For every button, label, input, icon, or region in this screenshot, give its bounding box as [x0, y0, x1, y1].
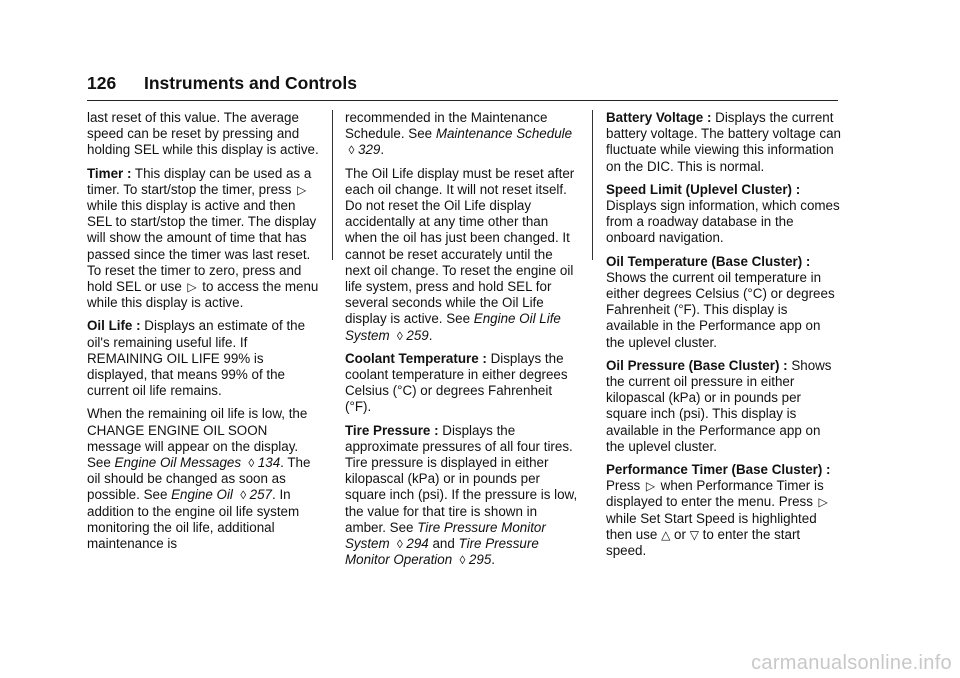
- xref-engine-oil[interactable]: Engine Oil: [171, 487, 233, 503]
- page-reference-icon: ◊: [248, 456, 255, 471]
- term-tire-pressure: Tire Pressure :: [345, 422, 439, 438]
- term-coolant-temperature: Coolant Temperature :: [345, 350, 487, 366]
- performance-timer-paragraph: Performance Timer (Base Cluster) : Press ▷ when Performance Timer is displayed to enter the menu. Press ▷ while Set Start Speed is highlighted then use △ or ▽ to enter the start speed.: [606, 462, 831, 559]
- xref-tire-pressure-monitor-system[interactable]: Tire Pressure Monitor System: [345, 519, 546, 552]
- xref-maintenance-schedule[interactable]: Maintenance Schedule: [435, 126, 573, 142]
- tire-pressure-paragraph: Tire Pressure : Displays the approximate pressures of all four tires. Tire pressure is displayed in either kilopascal (kPa) or in pounds per square inch (psi). If the pressure is low, the value for that tire is shown in amber. See Tire Pressure Monitor System ◊ 294 and Tire Pressure Monitor Operation ◊ 295.: [345, 422, 578, 568]
- select-button-icon: ▷: [297, 182, 307, 197]
- page-ref[interactable]: 257: [249, 487, 272, 503]
- footer: [0, 652, 960, 676]
- page-number: 126: [87, 73, 117, 93]
- page-reference-icon: ◊: [396, 537, 403, 552]
- term-speed-limit: Speed Limit (Uplevel Cluster) :: [606, 181, 801, 197]
- term-timer: Timer :: [87, 165, 132, 181]
- speed-limit-paragraph: Speed Limit (Uplevel Cluster) : Displays sign information, which comes from a roadway database in the onboard navigation.: [606, 181, 840, 246]
- column-1: [87, 110, 322, 559]
- xref-tire-pressure-monitor-operation[interactable]: Tire Pressure Monitor Operation: [345, 536, 539, 568]
- term-oil-life: Oil Life :: [87, 318, 141, 334]
- maintenance-paragraph: recommended in the Maintenance Schedule. See Maintenance Schedule ◊ 329.: [345, 110, 573, 158]
- paragraph: last reset of this value. The average speed can be reset by pressing and holding SEL while this display is active.: [87, 110, 319, 158]
- page-header: [87, 70, 838, 101]
- oil-low-paragraph: When the remaining oil life is low, the CHANGE ENGINE OIL SOON message will appear on the display. See Engine Oil Messages ◊ 134. The oil should be changed as soon as possible. See Engine Oil ◊ 257. In addition to the engine oil life system monitoring the oil life, additional maintenance is: [87, 406, 311, 552]
- coolant-paragraph: Coolant Temperature : Displays the coolant temperature in either degrees Celsius (°C) or degrees Fahrenheit (°F).: [345, 350, 568, 415]
- select-button-icon: ▷: [645, 479, 656, 494]
- column-2: [345, 110, 580, 575]
- page-ref[interactable]: 134: [257, 455, 281, 471]
- term-oil-pressure: Oil Pressure (Base Cluster) :: [606, 357, 788, 373]
- down-arrow-icon: ▽: [689, 527, 699, 542]
- column-divider: [592, 110, 593, 260]
- page-reference-icon: ◊: [459, 553, 466, 568]
- timer-paragraph: Timer : This display can be used as a timer. To start/stop the timer, press ▷ while this display is active and then SEL to start/stop the timer. The display will show the amount of time that has passed since the timer was last reset. To reset the timer to zero, press and hold SEL or use ▷ to access the menu while this display is active.: [87, 165, 319, 311]
- page-reference-icon: ◊: [348, 143, 355, 158]
- reset-paragraph: The Oil Life display must be reset after each oil change. It will not reset itself. Do not reset the Oil Life display accidentally at any time other than when the oil has just been changed. It cannot be reset accurately until the next oil change. To reset the engine oil life system, press and hold SEL for several seconds while the Oil Life display is active. See Engine Oil Life System ◊ 259.: [345, 165, 575, 343]
- page-ref[interactable]: 294: [406, 536, 429, 552]
- term-battery-voltage: Battery Voltage :: [606, 110, 712, 125]
- select-button-icon: ▷: [187, 280, 197, 295]
- page-reference-icon: ◊: [396, 328, 403, 343]
- page-ref[interactable]: 295: [468, 552, 492, 568]
- watermark: carmanualsonline.info: [751, 652, 952, 674]
- term-oil-temperature: Oil Temperature (Base Cluster) :: [606, 253, 811, 269]
- column-3: [606, 110, 841, 566]
- select-button-icon: ▷: [818, 495, 828, 510]
- page-ref[interactable]: 259: [406, 327, 429, 343]
- column-divider: [332, 110, 333, 260]
- section-title: Instruments and Controls: [144, 73, 357, 93]
- battery-paragraph: Battery Voltage : Displays the current battery voltage. The battery voltage can fluctuate while viewing this information on the DIC. This is normal.: [606, 110, 841, 174]
- term-performance-timer: Performance Timer (Base Cluster) :: [606, 462, 831, 478]
- up-arrow-icon: △: [661, 527, 671, 542]
- page-ref[interactable]: 329: [358, 142, 381, 158]
- xref-engine-oil-messages[interactable]: Engine Oil Messages: [114, 455, 242, 471]
- oil-life-paragraph: Oil Life : Displays an estimate of the oil's remaining useful life. If REMAINING OIL LIFE 99% is displayed, that means 99% of the current oil life remains.: [87, 318, 306, 399]
- xref-engine-oil-life-system[interactable]: Engine Oil Life System: [345, 311, 561, 343]
- oil-pressure-paragraph: Oil Pressure (Base Cluster) : Shows the current oil pressure in either kilopascal (kPa) or in pounds per square inch (psi). This display is available in the Performance app on the uplevel cluster.: [606, 357, 832, 454]
- page-reference-icon: ◊: [240, 488, 247, 503]
- oil-temperature-paragraph: Oil Temperature (Base Cluster) : Shows the current oil temperature in either degrees Celsius (°C) or degrees Fahrenheit (°F). This display is available in the Performance app on the uplevel cluster.: [606, 253, 835, 350]
